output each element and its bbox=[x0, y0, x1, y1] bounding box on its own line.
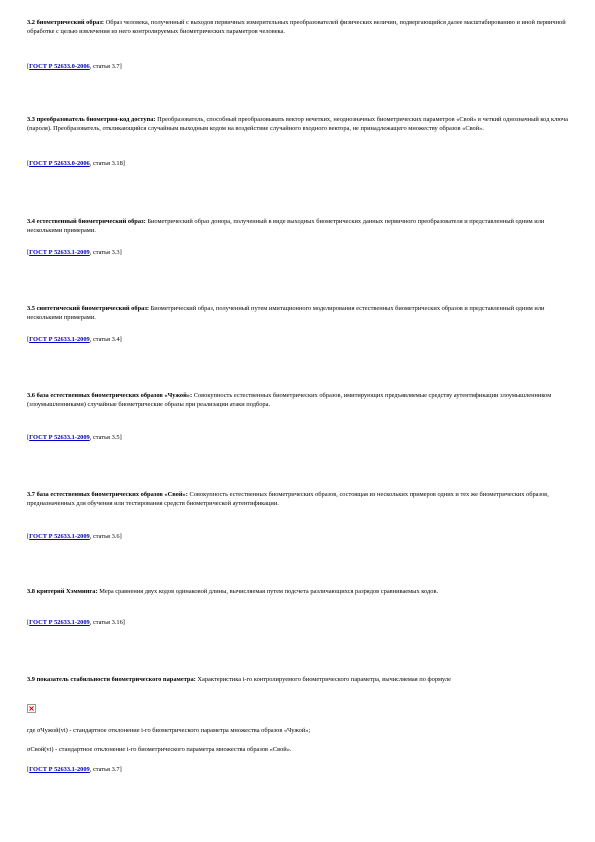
term-definition: Мера сравнения двух кодов одинаковой длины, вычисляемая путем подсчета различающихся разрядов сравниваемых кодов. bbox=[97, 588, 439, 595]
formula-explanation-line-1: где σЧужой(vi) - стандартное отклонение i-го биометрического параметра множества образов «Чужой»; bbox=[27, 727, 311, 734]
term-entry-3-3 bbox=[27, 115, 572, 167]
term-title: 3.7 база естественных биометрических образов «Свой»: bbox=[27, 491, 188, 498]
broken-image-cross bbox=[29, 706, 34, 711]
term-definition: Совокупность естественных биометрических образов, состоящая из нескольких примеров одних и тех же биометрических образов, предназначенных для обучения или тестирования средств биометрической аутентификации. bbox=[27, 491, 549, 508]
source-reference: [ГОСТ Р 52633.1-2009, статья 3.5] bbox=[27, 434, 122, 441]
source-reference: [ГОСТ Р 52633.0-2006, статья 3.18] bbox=[27, 160, 125, 167]
source-reference: [ГОСТ Р 52633.1-2009, статья 3.4] bbox=[27, 336, 122, 343]
definition-paragraph bbox=[27, 675, 572, 684]
standard-link[interactable]: ГОСТ Р 52633.1-2009 bbox=[29, 434, 90, 441]
standard-link[interactable]: ГОСТ Р 52633.1-2009 bbox=[29, 533, 90, 540]
term-title: 3.6 база естественных биометрических образов «Чужой»: bbox=[27, 392, 193, 399]
term-title: 3.3 преобразователь биометрия-код доступа: bbox=[27, 116, 156, 123]
term-definition: Биометрический образ, полученный путем имитационного моделирования естественных биометрических образов и представленный одним или несколькими примерами. bbox=[27, 305, 545, 322]
term-entry-3-2 bbox=[27, 18, 572, 70]
term-entry-3-7 bbox=[27, 490, 572, 540]
term-title: 3.2 биометрический образ: bbox=[27, 19, 105, 26]
source-reference: [ГОСТ Р 52633.1-2009, статья 3.3] bbox=[27, 249, 122, 256]
term-definition: Преобразователь, способный преобразовывать вектор нечетких, неоднозначных биометрических параметров «Свой» в четкий однозначный код ключа (пароля). Преобразователь, откликающийся случайным выходным кодом на воздействие случайного входного вектора, не принадлежащего множеству образов «Свой». bbox=[27, 116, 568, 133]
term-title: 3.8 критерий Хэмминга: bbox=[27, 588, 98, 595]
standard-link[interactable]: ГОСТ Р 52633.1-2009 bbox=[29, 766, 90, 773]
formula-explanation-line-2: σСвой(vi) - стандартное отклонение i-го биометрического параметра множества образов «Свой». bbox=[27, 746, 292, 753]
source-reference: [ГОСТ Р 52633.1-2009, статья 3.7] bbox=[27, 766, 122, 773]
term-definition: Характеристика i-го контролируемого биометрического параметра, вычисляемая по формуле bbox=[195, 676, 451, 683]
definition-paragraph bbox=[27, 587, 572, 596]
term-title: 3.9 показатель стабильности биометрического параметра: bbox=[27, 676, 196, 683]
term-definition: Биометрический образ донора, полученный в виде выходных биометрических данных первичного преобразователя и представленный одним или несколькими примерами. bbox=[27, 218, 545, 235]
definition-paragraph bbox=[27, 391, 572, 409]
standard-link[interactable]: ГОСТ Р 52633.1-2009 bbox=[29, 249, 90, 256]
term-title: 3.5 синтетический биометрический образ: bbox=[27, 305, 150, 312]
term-entry-3-6 bbox=[27, 391, 572, 441]
source-reference: [ГОСТ Р 52633.0-2006, статья 3.7] bbox=[27, 63, 122, 70]
standard-link[interactable]: ГОСТ Р 52633.0-2006 bbox=[29, 160, 90, 167]
definition-paragraph bbox=[27, 304, 572, 322]
term-definition: Образ человека, полученный с выходов первичных измерительных преобразователей физических величин, подвергающийся далее масштабированию и иной первичной обработке с целью извлечения из него контролируемых биометрических параметров человека. bbox=[27, 19, 566, 36]
definition-paragraph bbox=[27, 490, 572, 508]
term-title: 3.4 естественный биометрический образ: bbox=[27, 218, 146, 225]
term-entry-3-9 bbox=[27, 675, 572, 684]
term-entry-3-8 bbox=[27, 587, 572, 626]
definition-paragraph bbox=[27, 115, 572, 133]
broken-image-icon bbox=[27, 704, 36, 713]
source-reference: [ГОСТ Р 52633.1-2009, статья 3.6] bbox=[27, 533, 122, 540]
standard-link[interactable]: ГОСТ Р 52633.0-2006 bbox=[29, 63, 90, 70]
term-entry-3-4 bbox=[27, 217, 572, 256]
source-reference: [ГОСТ Р 52633.1-2009, статья 3.16] bbox=[27, 619, 125, 626]
definition-paragraph bbox=[27, 217, 572, 235]
standard-link[interactable]: ГОСТ Р 52633.1-2009 bbox=[29, 336, 90, 343]
standard-link[interactable]: ГОСТ Р 52633.1-2009 bbox=[29, 619, 90, 626]
term-definition: Совокупность естественных биометрических образов, имитирующих предъявляемые средству аутентификации злоумышленником (злоумышленниками) случайные биометрические образы при реализации атаки подбора. bbox=[27, 392, 552, 409]
definition-paragraph bbox=[27, 18, 572, 36]
term-entry-3-5 bbox=[27, 304, 572, 343]
